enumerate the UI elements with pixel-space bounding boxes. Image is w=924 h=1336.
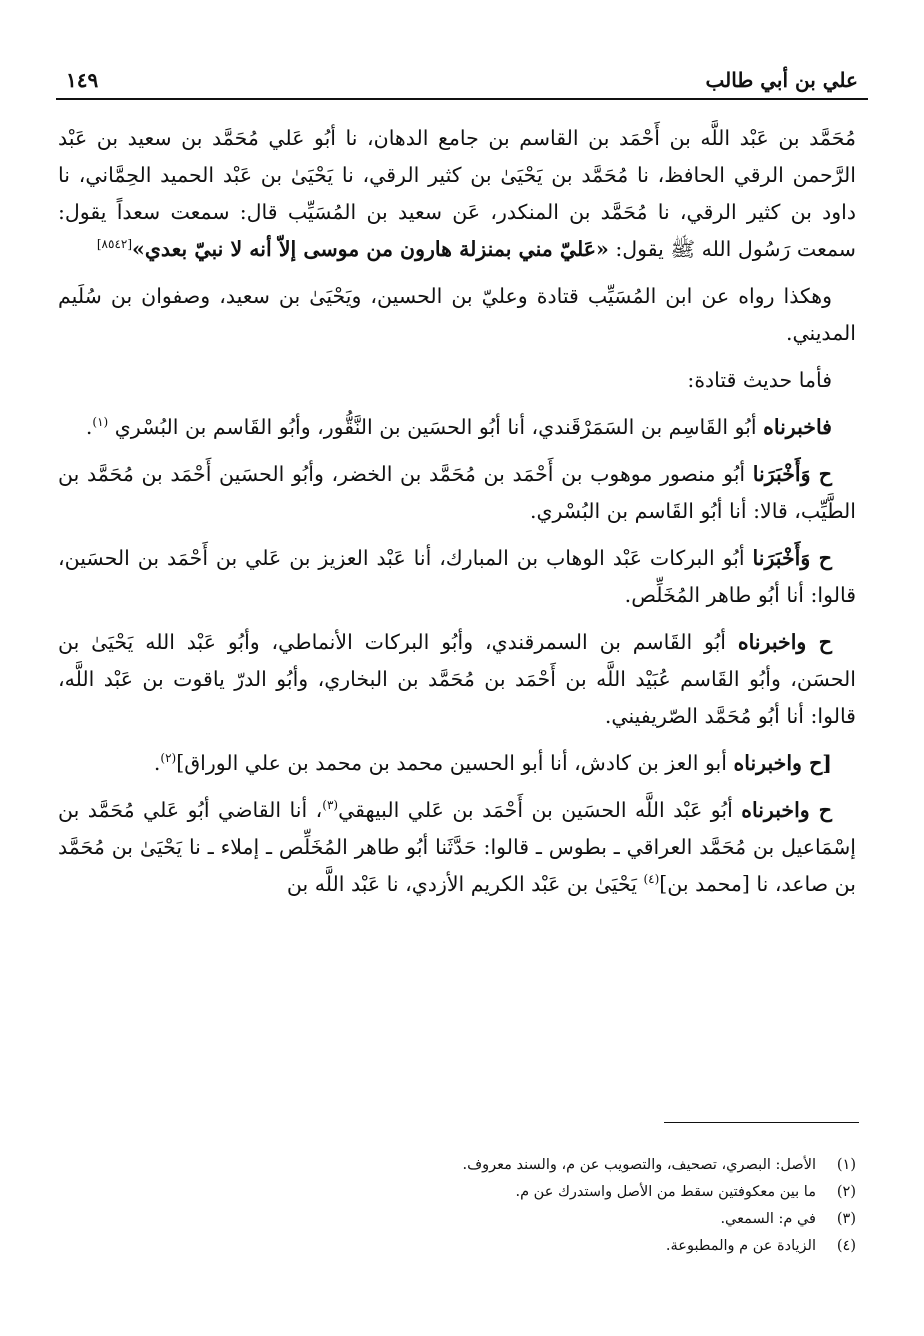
- header-rule: [56, 98, 868, 100]
- paragraph-8-end: .: [153, 751, 161, 775]
- footnotes: [58, 1152, 856, 1260]
- paragraph-4: [58, 409, 856, 446]
- footnote-ref-2: (٢): [160, 751, 177, 766]
- footnote-text: الزيادة عن م والمطبوعة.: [665, 1238, 816, 1254]
- page-number: ١٤٩: [66, 68, 99, 92]
- paragraph-9-text-c: يَحْيَىٰ بن عَبْد الكريم الأزدي، نا عَبْد اللَّه بن: [286, 872, 644, 896]
- paragraph-6-text: أبُو البركات عَبْد الوهاب بن المبارك، أنا عَبْد العزيز بن عَلي بن أَحْمَد بن الحسَين، قالوا: أنا أبُو طاهر المُخَلِّص.: [58, 546, 856, 607]
- paragraph-9-lead: ح واخبرناه: [741, 798, 832, 822]
- paragraph-3: فأما حديث قتادة:: [687, 368, 832, 392]
- footnote-3: [58, 1206, 856, 1233]
- paragraph-4-end: .: [85, 415, 93, 439]
- paragraph-8-lead: [ح واخبرناه: [733, 751, 832, 775]
- paragraph-9-text-b: ، أنا القاضي أبُو عَلي مُحَمَّد بن إسْمَاعيل بن مُحَمَّد العراقي ـ بطوس ـ قالوا: حَدَّثَنا أبُو طاهر المُخَلِّص ـ إملاء ـ نا يَحْيَىٰ بن مُحَمَّد بن صاعد، نا [محمد بن]: [58, 798, 856, 896]
- paragraph-4-text: أبُو القَاسِم بن السَمَرْقَندي، أنا أبُو الحسَين بن النَّقُّور، وأبُو القَاسم بن البُسْري: [108, 415, 764, 439]
- paragraph-5-lead: ح وَأَخْبَرَنا: [752, 462, 832, 486]
- paragraph-9: [58, 792, 856, 903]
- running-head: [66, 62, 858, 92]
- footnote-text: ما بين معكوفتين سقط من الأصل واستدرك عن م.: [515, 1184, 816, 1200]
- footnote-number: (٤): [836, 1238, 856, 1254]
- footnote-4: [58, 1233, 856, 1260]
- footnote-ref-1: (١): [92, 415, 109, 430]
- paragraph-7: [58, 624, 856, 735]
- footnote-ref-3: (٣): [322, 798, 339, 813]
- running-title: علي بن أبي طالب: [705, 68, 858, 92]
- footnote-1: [58, 1152, 856, 1179]
- footnote-number: (١): [836, 1157, 856, 1173]
- footnote-number: (٢): [836, 1184, 856, 1200]
- paragraph-2: وهكذا رواه عن ابن المُسَيِّب قتادة وعليّ بن الحسين، ويَحْيَىٰ بن سعيد، وصفوان بن سُلَيم المديني.: [58, 284, 856, 345]
- main-text: [58, 120, 856, 913]
- paragraph-8-text: أبو العز بن كادش، أنا أبو الحسين محمد بن محمد بن علي الوراق]: [176, 751, 734, 775]
- paragraph-1: [58, 120, 856, 268]
- footnote-text: في م: السمعي.: [720, 1211, 816, 1227]
- paragraph-6-lead: ح وَأَخْبَرَنا: [752, 546, 832, 570]
- hadith-quote: «عَليّ مني بمنزلة هارون من موسى إلاّ أنه لا نبيّ بعدي»: [132, 237, 609, 261]
- paragraph-4-lead: فاخبرناه: [763, 415, 832, 439]
- paragraph-7-lead: ح واخبرناه: [737, 630, 832, 654]
- paragraph-6: [58, 540, 856, 614]
- footnote-rule: [664, 1122, 859, 1123]
- paragraph-8: [58, 745, 856, 782]
- paragraph-9-text-a: أبُو عَبْد اللَّه الحسَين بن أَحْمَد بن عَلي البيهقي: [338, 798, 742, 822]
- footnote-ref-4: (٤): [643, 872, 660, 887]
- paragraph-5-text: أبُو منصور موهوب بن أَحْمَد بن مُحَمَّد بن الخضر، وأبُو الحسَين أَحْمَد بن مُحَمَّد بن الطَّيِّب، قالا: أنا أبُو القَاسم بن البُسْري.: [58, 462, 856, 523]
- footnote-2: [58, 1179, 856, 1206]
- paragraph-5: [58, 456, 856, 530]
- paragraph-1-text: مُحَمَّد بن عَبْد اللَّه بن أَحْمَد بن القاسم بن جامع الدهان، نا أبُو عَلي مُحَمَّد بن سعيد بن عَبْد الرَّحمن الرقي الحافظ، نا مُحَمَّد بن يَحْيَىٰ بن كثير الرقي، نا يَحْيَىٰ بن عَبْد الحميد الحِمَّاني، نا داود بن كثير الرقي، نا مُحَمَّد بن المنكدر، عَن سعيد بن المُسَيِّب قال: سمعت سعداً يقول: سمعت رَسُول الله ﷺ يقول:: [58, 126, 856, 261]
- hadith-number: [٨٥٤٢]: [96, 237, 133, 252]
- paragraph-7-text: أبُو القَاسم بن السمرقندي، وأبُو البركات الأنماطي، وأبُو عَبْد الله يَحْيَىٰ بن الحسَن، وأبُو القَاسم عُبَيْد اللَّه بن أَحْمَد بن مُحَمَّد بن البخاري، وأبُو الدرّ ياقوت بن عَبْد اللَّه، قالوا: أنا أبُو مُحَمَّد الصّريفيني.: [58, 630, 856, 728]
- footnote-number: (٣): [836, 1211, 856, 1227]
- footnote-text: الأصل: البصري، تصحيف، والتصويب عن م، والسند معروف.: [462, 1157, 816, 1173]
